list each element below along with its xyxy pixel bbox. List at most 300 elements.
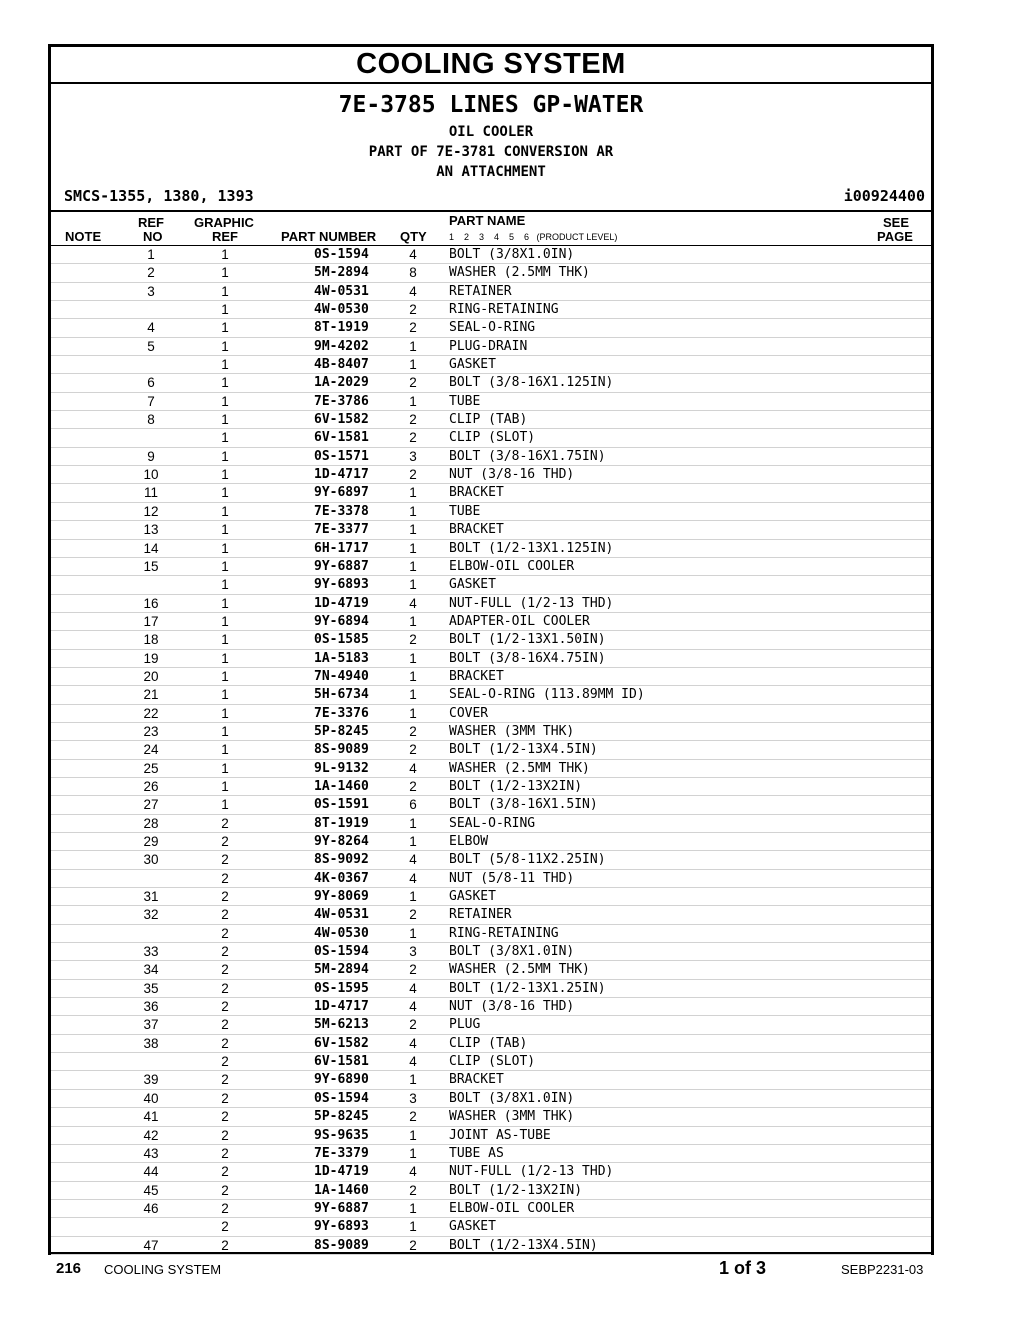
part-number-cell: 0S-1591	[314, 797, 369, 813]
part-number-cell: 4W-0531	[314, 907, 369, 923]
part-name-cell: BRACKET	[449, 668, 504, 684]
table-row	[51, 980, 931, 998]
part-name-cell: TUBE AS	[449, 1145, 504, 1161]
table-row	[51, 1200, 931, 1218]
graphic-ref-cell: 1	[221, 797, 229, 813]
table-row	[51, 319, 931, 337]
ref-no-cell: 12	[143, 503, 159, 519]
graphic-ref-cell: 1	[221, 412, 229, 428]
table-row	[51, 540, 931, 558]
ref-no-cell: 29	[143, 834, 159, 849]
table-row	[51, 338, 931, 356]
graphic-ref-cell: 1	[221, 448, 229, 464]
part-number-cell: 4K-0367	[314, 870, 369, 886]
table-row	[51, 356, 931, 374]
part-number-cell: 5P-8245	[314, 723, 369, 739]
part-name-cell: BOLT (3/8X1.0IN)	[449, 1090, 575, 1106]
part-number-cell: 9Y-6887	[314, 558, 369, 574]
ref-no-cell: 33	[143, 944, 159, 960]
qty-cell: 3	[409, 944, 417, 960]
qty-cell: 4	[409, 1035, 417, 1051]
qty-cell: 2	[409, 1109, 417, 1125]
ref-no-cell: 36	[143, 999, 159, 1015]
part-name-cell: RETAINER	[449, 283, 512, 299]
graphic-ref-cell: 1	[221, 595, 229, 611]
qty-cell: 1	[409, 1145, 417, 1161]
part-number-cell: 9Y-6887	[314, 1200, 369, 1216]
qty-cell: 1	[409, 834, 417, 849]
header-see-bottom: PAGE	[877, 229, 913, 244]
part-number-cell: 7E-3377	[314, 522, 369, 538]
ref-no-cell: 27	[143, 797, 159, 813]
qty-cell: 2	[409, 1017, 417, 1033]
table-row	[51, 374, 931, 392]
graphic-ref-cell: 1	[221, 302, 229, 318]
group-subtitle-2: PART OF 7E-3781 CONVERSION AR	[368, 144, 614, 160]
qty-cell: 1	[409, 338, 417, 354]
table-row	[51, 411, 931, 429]
graphic-ref-cell: 2	[221, 815, 229, 831]
part-number-cell: 0S-1585	[314, 632, 369, 648]
ref-no-cell: 39	[143, 1072, 159, 1088]
part-name-cell: BRACKET	[449, 1072, 504, 1088]
ref-no-cell: 45	[143, 1182, 159, 1198]
graphic-ref-cell: 1	[221, 467, 229, 483]
table-row	[51, 1218, 931, 1236]
part-number-cell: 4W-0530	[314, 925, 369, 941]
ref-no-cell: 47	[143, 1237, 159, 1253]
part-name-cell: GASKET	[449, 577, 496, 593]
graphic-ref-cell: 1	[221, 705, 229, 721]
header-part-number: PART NUMBER	[281, 229, 377, 244]
part-number-cell: 9Y-8264	[314, 834, 369, 849]
qty-cell: 4	[409, 870, 417, 886]
part-name-cell: BOLT (3/8-16X1.5IN)	[449, 797, 598, 813]
table-row	[51, 833, 931, 851]
part-name-cell: BOLT (5/8-11X2.25IN)	[449, 852, 606, 868]
graphic-ref-cell: 1	[221, 283, 229, 299]
qty-cell: 1	[409, 668, 417, 684]
qty-cell: 8	[409, 265, 417, 281]
header-see-top: SEE	[883, 215, 910, 230]
table-row	[51, 558, 931, 576]
part-number-cell: 9Y-6890	[314, 1072, 369, 1088]
part-name-cell: NUT-FULL (1/2-13 THD)	[449, 1164, 614, 1180]
table-row	[51, 484, 931, 502]
table-row	[51, 613, 931, 631]
header-ref-bottom: NO	[143, 229, 163, 244]
graphic-ref-cell: 1	[221, 338, 229, 354]
part-number-cell: 0S-1595	[314, 980, 369, 996]
qty-cell: 4	[409, 1054, 417, 1070]
part-name-cell: RING-RETAINING	[449, 302, 559, 318]
header-product-levels: 1 2 3 4 5 6 (PRODUCT LEVEL)	[449, 232, 618, 242]
graphic-ref-cell: 2	[221, 1164, 229, 1180]
header-qty: QTY	[400, 229, 427, 244]
qty-cell: 2	[409, 632, 417, 648]
table-row	[51, 503, 931, 521]
graphic-ref-cell: 1	[221, 357, 229, 373]
part-name-cell: WASHER (2.5MM THK)	[449, 760, 590, 776]
header-part-name: PART NAME	[449, 213, 526, 228]
part-number-cell: 8T-1919	[314, 815, 369, 831]
part-number-cell: 8T-1919	[314, 320, 369, 336]
ref-no-cell: 34	[143, 962, 159, 978]
qty-cell: 2	[409, 302, 417, 318]
ref-no-cell: 28	[143, 815, 159, 831]
part-number-cell: 4W-0530	[314, 302, 369, 318]
part-name-cell: JOINT AS-TUBE	[449, 1127, 551, 1143]
qty-cell: 1	[409, 540, 417, 556]
table-row	[51, 906, 931, 924]
ref-no-cell: 15	[143, 558, 159, 574]
qty-cell: 1	[409, 558, 417, 574]
table-row	[51, 925, 931, 943]
part-number-cell: 1A-1460	[314, 1182, 369, 1198]
qty-cell: 2	[409, 375, 417, 391]
part-number-cell: 9Y-6893	[314, 577, 369, 593]
part-number-cell: 5P-8245	[314, 1109, 369, 1125]
graphic-ref-cell: 2	[221, 870, 229, 886]
part-name-cell: BOLT (1/2-13X1.125IN)	[449, 540, 614, 556]
table-row	[51, 723, 931, 741]
qty-cell: 1	[409, 613, 417, 629]
qty-cell: 2	[409, 907, 417, 923]
part-name-cell: WASHER (2.5MM THK)	[449, 265, 590, 281]
part-name-cell: SEAL-O-RING (113.89MM ID)	[449, 687, 645, 703]
qty-cell: 1	[409, 357, 417, 373]
graphic-ref-cell: 2	[221, 925, 229, 941]
graphic-ref-cell: 1	[221, 632, 229, 648]
qty-cell: 1	[409, 889, 417, 905]
ref-no-cell: 35	[143, 980, 159, 996]
page-footer	[0, 1258, 1020, 1288]
table-row	[51, 1237, 931, 1255]
qty-cell: 1	[409, 925, 417, 941]
qty-cell: 2	[409, 320, 417, 336]
ref-no-cell: 23	[143, 723, 159, 739]
qty-cell: 1	[409, 1219, 417, 1235]
header-graphic-bottom: REF	[212, 229, 238, 244]
qty-cell: 2	[409, 467, 417, 483]
graphic-ref-cell: 2	[221, 1017, 229, 1033]
part-number-cell: 4B-8407	[314, 357, 369, 373]
table-row	[51, 264, 931, 282]
parts-table-body	[51, 246, 931, 1255]
graphic-ref-cell: 2	[221, 834, 229, 849]
ref-no-cell: 41	[143, 1109, 159, 1125]
part-name-cell: BOLT (1/2-13X2IN)	[449, 1182, 583, 1198]
qty-cell: 1	[409, 485, 417, 501]
ref-no-cell: 18	[143, 632, 159, 648]
qty-cell: 2	[409, 1182, 417, 1198]
ref-no-cell: 26	[143, 778, 159, 794]
part-name-cell: BOLT (3/8-16X1.125IN)	[449, 375, 614, 391]
part-number-cell: 1A-1460	[314, 778, 369, 794]
part-number-cell: 9S-9635	[314, 1127, 369, 1143]
table-row	[51, 1127, 931, 1145]
table-row	[51, 429, 931, 447]
ref-no-cell: 9	[147, 448, 155, 464]
part-name-cell: WASHER (3MM THK)	[449, 1109, 575, 1125]
part-number-cell: 6V-1581	[314, 1054, 369, 1070]
ref-no-cell: 14	[143, 540, 159, 556]
part-name-cell: BOLT (3/8X1.0IN)	[449, 247, 575, 262]
group-title: 7E-3785 LINES GP-WATER	[338, 92, 644, 118]
part-name-cell: BOLT (1/2-13X2IN)	[449, 778, 583, 794]
header-note: NOTE	[65, 229, 102, 244]
part-name-cell: RETAINER	[449, 907, 512, 923]
qty-cell: 4	[409, 760, 417, 776]
part-name-cell: GASKET	[449, 357, 496, 373]
part-number-cell: 5M-2894	[314, 962, 369, 978]
part-name-cell: BOLT (3/8-16X1.75IN)	[449, 448, 606, 464]
part-number-cell: 5M-6213	[314, 1017, 369, 1033]
graphic-ref-cell: 2	[221, 1072, 229, 1088]
smcs-codes: SMCS-1355, 1380, 1393	[64, 187, 254, 205]
qty-cell: 2	[409, 778, 417, 794]
ref-no-cell: 19	[143, 650, 159, 666]
part-number-cell: 9M-4202	[314, 338, 369, 354]
qty-cell: 1	[409, 503, 417, 519]
table-row	[51, 851, 931, 869]
part-number-cell: 7E-3379	[314, 1145, 369, 1161]
table-row	[51, 595, 931, 613]
graphic-ref-cell: 2	[221, 1054, 229, 1070]
part-number-cell: 1A-5183	[314, 650, 369, 666]
part-number-cell: 8S-9089	[314, 742, 369, 758]
qty-cell: 2	[409, 742, 417, 758]
graphic-ref-cell: 1	[221, 320, 229, 336]
part-number-cell: 7E-3376	[314, 705, 369, 721]
ref-no-cell: 42	[143, 1127, 159, 1143]
ref-no-cell: 11	[143, 485, 158, 501]
graphic-ref-cell: 1	[221, 687, 229, 703]
part-name-cell: COVER	[449, 705, 489, 721]
ref-no-cell: 44	[143, 1164, 159, 1180]
part-name-cell: BRACKET	[449, 485, 504, 501]
table-row	[51, 741, 931, 759]
ref-no-cell: 30	[143, 852, 159, 868]
table-row	[51, 301, 931, 319]
table-row	[51, 686, 931, 704]
header-graphic-top: GRAPHIC	[194, 215, 254, 230]
qty-cell: 1	[409, 705, 417, 721]
ref-no-cell: 46	[143, 1200, 159, 1216]
ref-no-cell: 6	[147, 375, 155, 391]
graphic-ref-cell: 1	[221, 778, 229, 794]
part-name-cell: BOLT (1/2-13X1.25IN)	[449, 980, 606, 996]
table-row	[51, 1145, 931, 1163]
section-title: COOLING SYSTEM	[51, 47, 931, 84]
table-row	[51, 1053, 931, 1071]
part-name-cell: CLIP (SLOT)	[449, 1054, 536, 1070]
graphic-ref-cell: 1	[221, 247, 229, 262]
part-name-cell: NUT (3/8-16 THD)	[449, 467, 575, 483]
graphic-ref-cell: 1	[221, 760, 229, 776]
part-number-cell: 1D-4719	[314, 595, 369, 611]
part-number-cell: 9Y-6897	[314, 485, 369, 501]
graphic-ref-cell: 1	[221, 723, 229, 739]
qty-cell: 4	[409, 283, 417, 299]
graphic-ref-cell: 2	[221, 999, 229, 1015]
ref-no-cell: 24	[143, 742, 159, 758]
part-name-cell: WASHER (2.5MM THK)	[449, 962, 590, 978]
ref-no-cell: 8	[147, 412, 155, 428]
part-number-cell: 4W-0531	[314, 283, 369, 299]
part-name-cell: BOLT (1/2-13X1.50IN)	[449, 632, 606, 648]
group-header	[51, 84, 931, 212]
part-number-cell: 1D-4719	[314, 1164, 369, 1180]
part-number-cell: 0S-1571	[314, 448, 369, 464]
part-name-cell: BOLT (1/2-13X4.5IN)	[449, 742, 598, 758]
graphic-ref-cell: 1	[221, 430, 229, 446]
ref-no-cell: 20	[143, 668, 159, 684]
qty-cell: 4	[409, 247, 417, 262]
part-name-cell: ELBOW	[449, 834, 489, 849]
qty-cell: 2	[409, 723, 417, 739]
ref-no-cell: 40	[143, 1090, 159, 1106]
part-name-cell: WASHER (3MM THK)	[449, 723, 575, 739]
qty-cell: 1	[409, 1072, 417, 1088]
group-subtitle-3: AN ATTACHMENT	[436, 164, 546, 180]
ref-no-cell: 16	[143, 595, 159, 611]
table-row	[51, 1182, 931, 1200]
graphic-ref-cell: 1	[221, 375, 229, 391]
table-row	[51, 1108, 931, 1126]
graphic-ref-cell: 2	[221, 1109, 229, 1125]
ref-no-cell: 43	[143, 1145, 159, 1161]
graphic-ref-cell: 2	[221, 852, 229, 868]
table-row	[51, 631, 931, 649]
graphic-ref-cell: 2	[221, 907, 229, 923]
qty-cell: 2	[409, 412, 417, 428]
graphic-ref-cell: 2	[221, 1219, 229, 1235]
ref-no-cell: 17	[143, 613, 159, 629]
table-row	[51, 961, 931, 979]
ref-no-cell: 38	[143, 1035, 159, 1051]
ref-no-cell: 5	[147, 338, 155, 354]
part-name-cell: NUT (3/8-16 THD)	[449, 999, 575, 1015]
part-name-cell: SEAL-O-RING	[449, 815, 536, 831]
graphic-ref-cell: 1	[221, 393, 229, 409]
graphic-ref-cell: 1	[221, 742, 229, 758]
table-row	[51, 888, 931, 906]
ref-no-cell: 2	[147, 265, 155, 281]
graphic-ref-cell: 1	[221, 668, 229, 684]
qty-cell: 1	[409, 522, 417, 538]
graphic-ref-cell: 1	[221, 265, 229, 281]
part-number-cell: 1D-4717	[314, 999, 369, 1015]
qty-cell: 6	[409, 797, 417, 813]
table-row	[51, 246, 931, 264]
graphic-ref-cell: 1	[221, 522, 229, 538]
ref-no-cell: 25	[143, 760, 159, 776]
part-number-cell: 1A-2029	[314, 375, 369, 391]
part-number-cell: 9Y-8069	[314, 889, 369, 905]
part-name-cell: NUT-FULL (1/2-13 THD)	[449, 595, 614, 611]
part-name-cell: BRACKET	[449, 522, 504, 538]
part-name-cell: SEAL-O-RING	[449, 320, 536, 336]
part-name-cell: BOLT (3/8X1.0IN)	[449, 944, 575, 960]
graphic-ref-cell: 2	[221, 1182, 229, 1198]
part-name-cell: PLUG-DRAIN	[449, 338, 528, 354]
graphic-ref-cell: 1	[221, 485, 229, 501]
graphic-ref-cell: 1	[221, 503, 229, 519]
part-number-cell: 1D-4717	[314, 467, 369, 483]
ref-no-cell: 31	[143, 889, 159, 905]
table-row	[51, 796, 931, 814]
part-number-cell: 6V-1582	[314, 412, 369, 428]
ref-no-cell: 22	[143, 705, 159, 721]
part-number-cell: 9Y-6894	[314, 613, 369, 629]
qty-cell: 1	[409, 577, 417, 593]
footer-page-number: 216	[56, 1260, 82, 1277]
table-row	[51, 576, 931, 594]
table-row	[51, 998, 931, 1016]
ref-no-cell: 32	[143, 907, 159, 923]
graphic-ref-cell: 1	[221, 577, 229, 593]
qty-cell: 1	[409, 393, 417, 409]
parts-list-frame	[48, 44, 934, 1255]
qty-cell: 4	[409, 852, 417, 868]
graphic-ref-cell: 2	[221, 1145, 229, 1161]
graphic-ref-cell: 2	[221, 1090, 229, 1106]
table-row	[51, 1163, 931, 1181]
table-row	[51, 778, 931, 796]
part-number-cell: 0S-1594	[314, 944, 369, 960]
part-number-cell: 5H-6734	[314, 687, 369, 703]
footer-doc-id: SEBP2231-03	[841, 1262, 924, 1277]
part-name-cell: RING-RETAINING	[449, 925, 559, 941]
illustration-id: i00924400	[843, 187, 925, 205]
part-number-cell: 9L-9132	[314, 760, 369, 776]
qty-cell: 4	[409, 980, 417, 996]
part-name-cell: PLUG	[449, 1017, 481, 1033]
qty-cell: 1	[409, 1200, 417, 1216]
graphic-ref-cell: 2	[221, 944, 229, 960]
table-row	[51, 448, 931, 466]
graphic-ref-cell: 2	[221, 889, 229, 905]
ref-no-cell: 4	[147, 320, 155, 336]
table-row	[51, 943, 931, 961]
qty-cell: 1	[409, 650, 417, 666]
qty-cell: 2	[409, 430, 417, 446]
part-name-cell: BOLT (3/8-16X4.75IN)	[449, 650, 606, 666]
ref-no-cell: 13	[143, 522, 159, 538]
footer-section: COOLING SYSTEM	[104, 1262, 222, 1277]
table-row	[51, 760, 931, 778]
graphic-ref-cell: 2	[221, 1127, 229, 1143]
part-number-cell: 7E-3786	[314, 393, 369, 409]
part-number-cell: 7N-4940	[314, 668, 369, 684]
part-number-cell: 6V-1581	[314, 430, 369, 446]
part-number-cell: 6V-1582	[314, 1035, 369, 1051]
table-row	[51, 466, 931, 484]
graphic-ref-cell: 1	[221, 650, 229, 666]
qty-cell: 1	[409, 815, 417, 831]
part-number-cell: 0S-1594	[314, 247, 369, 262]
part-number-cell: 5M-2894	[314, 265, 369, 281]
qty-cell: 4	[409, 1164, 417, 1180]
ref-no-cell: 10	[143, 467, 159, 483]
header-ref-top: REF	[138, 215, 164, 230]
qty-cell: 2	[409, 1237, 417, 1253]
part-name-cell: TUBE	[449, 393, 481, 409]
ref-no-cell: 3	[147, 283, 155, 299]
part-name-cell: NUT (5/8-11 THD)	[449, 870, 575, 886]
part-name-cell: CLIP (SLOT)	[449, 430, 536, 446]
